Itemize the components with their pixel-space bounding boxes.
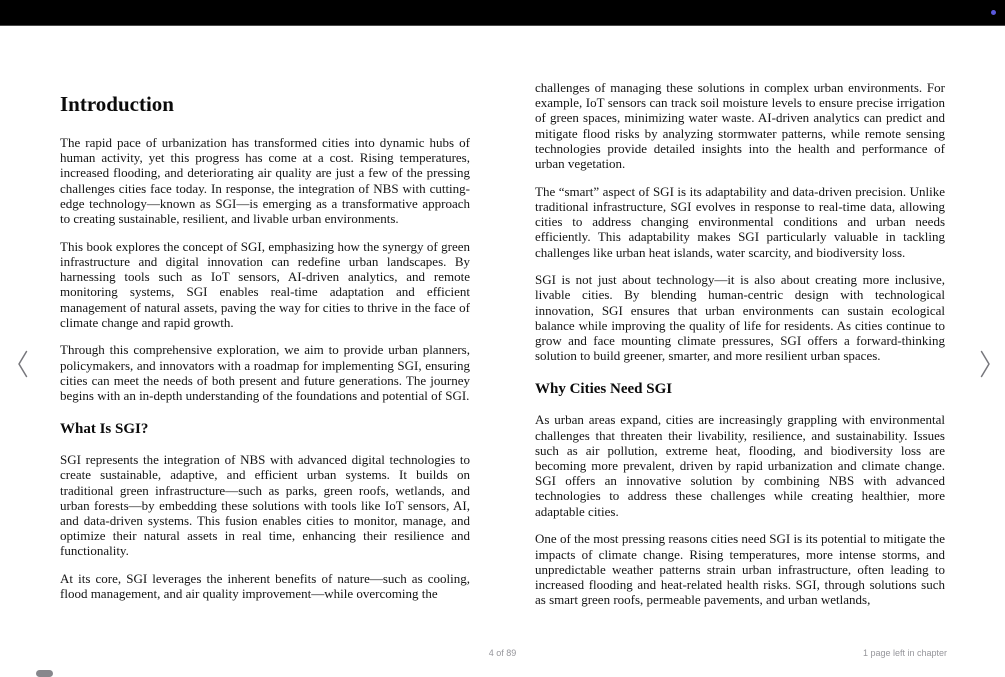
paragraph: The rapid pace of urbanization has transformed cities into dynamic hubs of human activity, yet this progress has come at a cost. Rising temperatures, increased flooding, and deteriorating air quality are just a few of the pressing challenges cities face today. In response, the integration of NBS with cutting-edge technology—known as SGI—is emerging as a transformative approach to creating sustainable, resilient, and livable urban environments.: [60, 135, 470, 227]
next-page-button[interactable]: [972, 348, 998, 382]
paragraph: challenges of managing these solutions in complex urban environments. For example, IoT sensors can track soil moisture levels to ensure precise irrigation of green spaces, minimizing water waste. AI-driven analytics can predict and mitigate flood risks by analyzing stormwater patterns, while remote sensing technologies provide detailed insights into the health and performance of urban vegetation.: [535, 80, 945, 172]
pages-left-in-chapter: 1 page left in chapter: [862, 648, 947, 658]
chevron-right-icon: [979, 349, 992, 382]
previous-page-button[interactable]: [9, 348, 35, 382]
page-right-column: [535, 80, 945, 607]
paragraph: This book explores the concept of SGI, emphasizing how the synergy of green infrastructure and digital innovation can redefine urban landscapes. By harnessing tools such as IoT sensors, AI-driven analytics, and remote monitoring systems, SGI enables real-time adaptation and efficient management of natural assets, paving the way for cities to thrive in the face of climate change and rapid growth.: [60, 238, 470, 330]
paragraph: At its core, SGI leverages the inherent benefits of nature—such as cooling, flood management, and air quality improvement—while overcoming the: [60, 571, 470, 602]
paragraph: SGI represents the integration of NBS with advanced digital technologies to create sustainable, adaptive, and efficient urban systems. It builds on traditional green infrastructure—such as parks, green roofs, wetlands, and urban forests—by embedding these solutions with tools like IoT sensors, AI, and data-driven systems. This fusion enables cities to monitor, manage, and optimize their natural assets in real time, enhancing their resilience and functionality.: [60, 452, 470, 559]
paragraph: Through this comprehensive exploration, we aim to provide urban planners, policymakers, and innovators with a roadmap for implementing SGI, ensuring cities can meet the needs of both present and future generations. The journey begins with an in-depth understanding of the foundations and potential of SGI.: [60, 342, 470, 404]
paragraph: SGI is not just about technology—it is also about creating more inclusive, livable cities. By blending human-centric design with technological innovation, SGI ensures that urban environments can sustain ecological balance while improving the quality of life for residents. As cities continue to grow and face mounting climate pressures, SGI offers a forward-thinking solution to build greener, smarter, and more resilient urban spaces.: [535, 272, 945, 364]
page-left-column: [60, 92, 470, 602]
paragraph: One of the most pressing reasons cities need SGI is its potential to mitigate the impacts of climate change. Rising temperatures, more intense storms, and unpredictable weather patterns strain urban infrastructure, often leading to increased flooding and heat-related health risks. SGI, through solutions such as smart green roofs, permeable pavements, and urban wetlands,: [535, 531, 945, 608]
page-position-indicator: 4 of 89: [488, 648, 517, 658]
section-heading: Why Cities Need SGI: [535, 381, 673, 398]
book-page: [0, 26, 1005, 658]
chevron-left-icon: [16, 349, 29, 382]
chapter-title: Introduction: [60, 92, 174, 116]
top-bar: [0, 0, 1005, 26]
paragraph: As urban areas expand, cities are increasingly grappling with environmental challenges that threaten their livability, resilience, and sustainability. Issues such as air pollution, extreme heat, flooding, and biodiversity loss are becoming more prevalent, driven by rapid urbanization and climate change. SGI offers an innovative solution by combining NBS with advanced technologies to address these challenges while creating healthier, more adaptable cities.: [535, 412, 945, 519]
status-indicator-dot: [991, 10, 996, 15]
paragraph: The “smart” aspect of SGI is its adaptability and data-driven precision. Unlike traditional infrastructure, SGI evolves in response to real-time data, allowing cities to address changing environmental conditions and urban needs efficiently. This adaptability makes SGI particularly valuable in tackling challenges like urban heat islands, water scarcity, and biodiversity loss.: [535, 183, 945, 260]
drag-handle[interactable]: [36, 670, 53, 677]
section-heading: What Is SGI?: [60, 421, 149, 438]
